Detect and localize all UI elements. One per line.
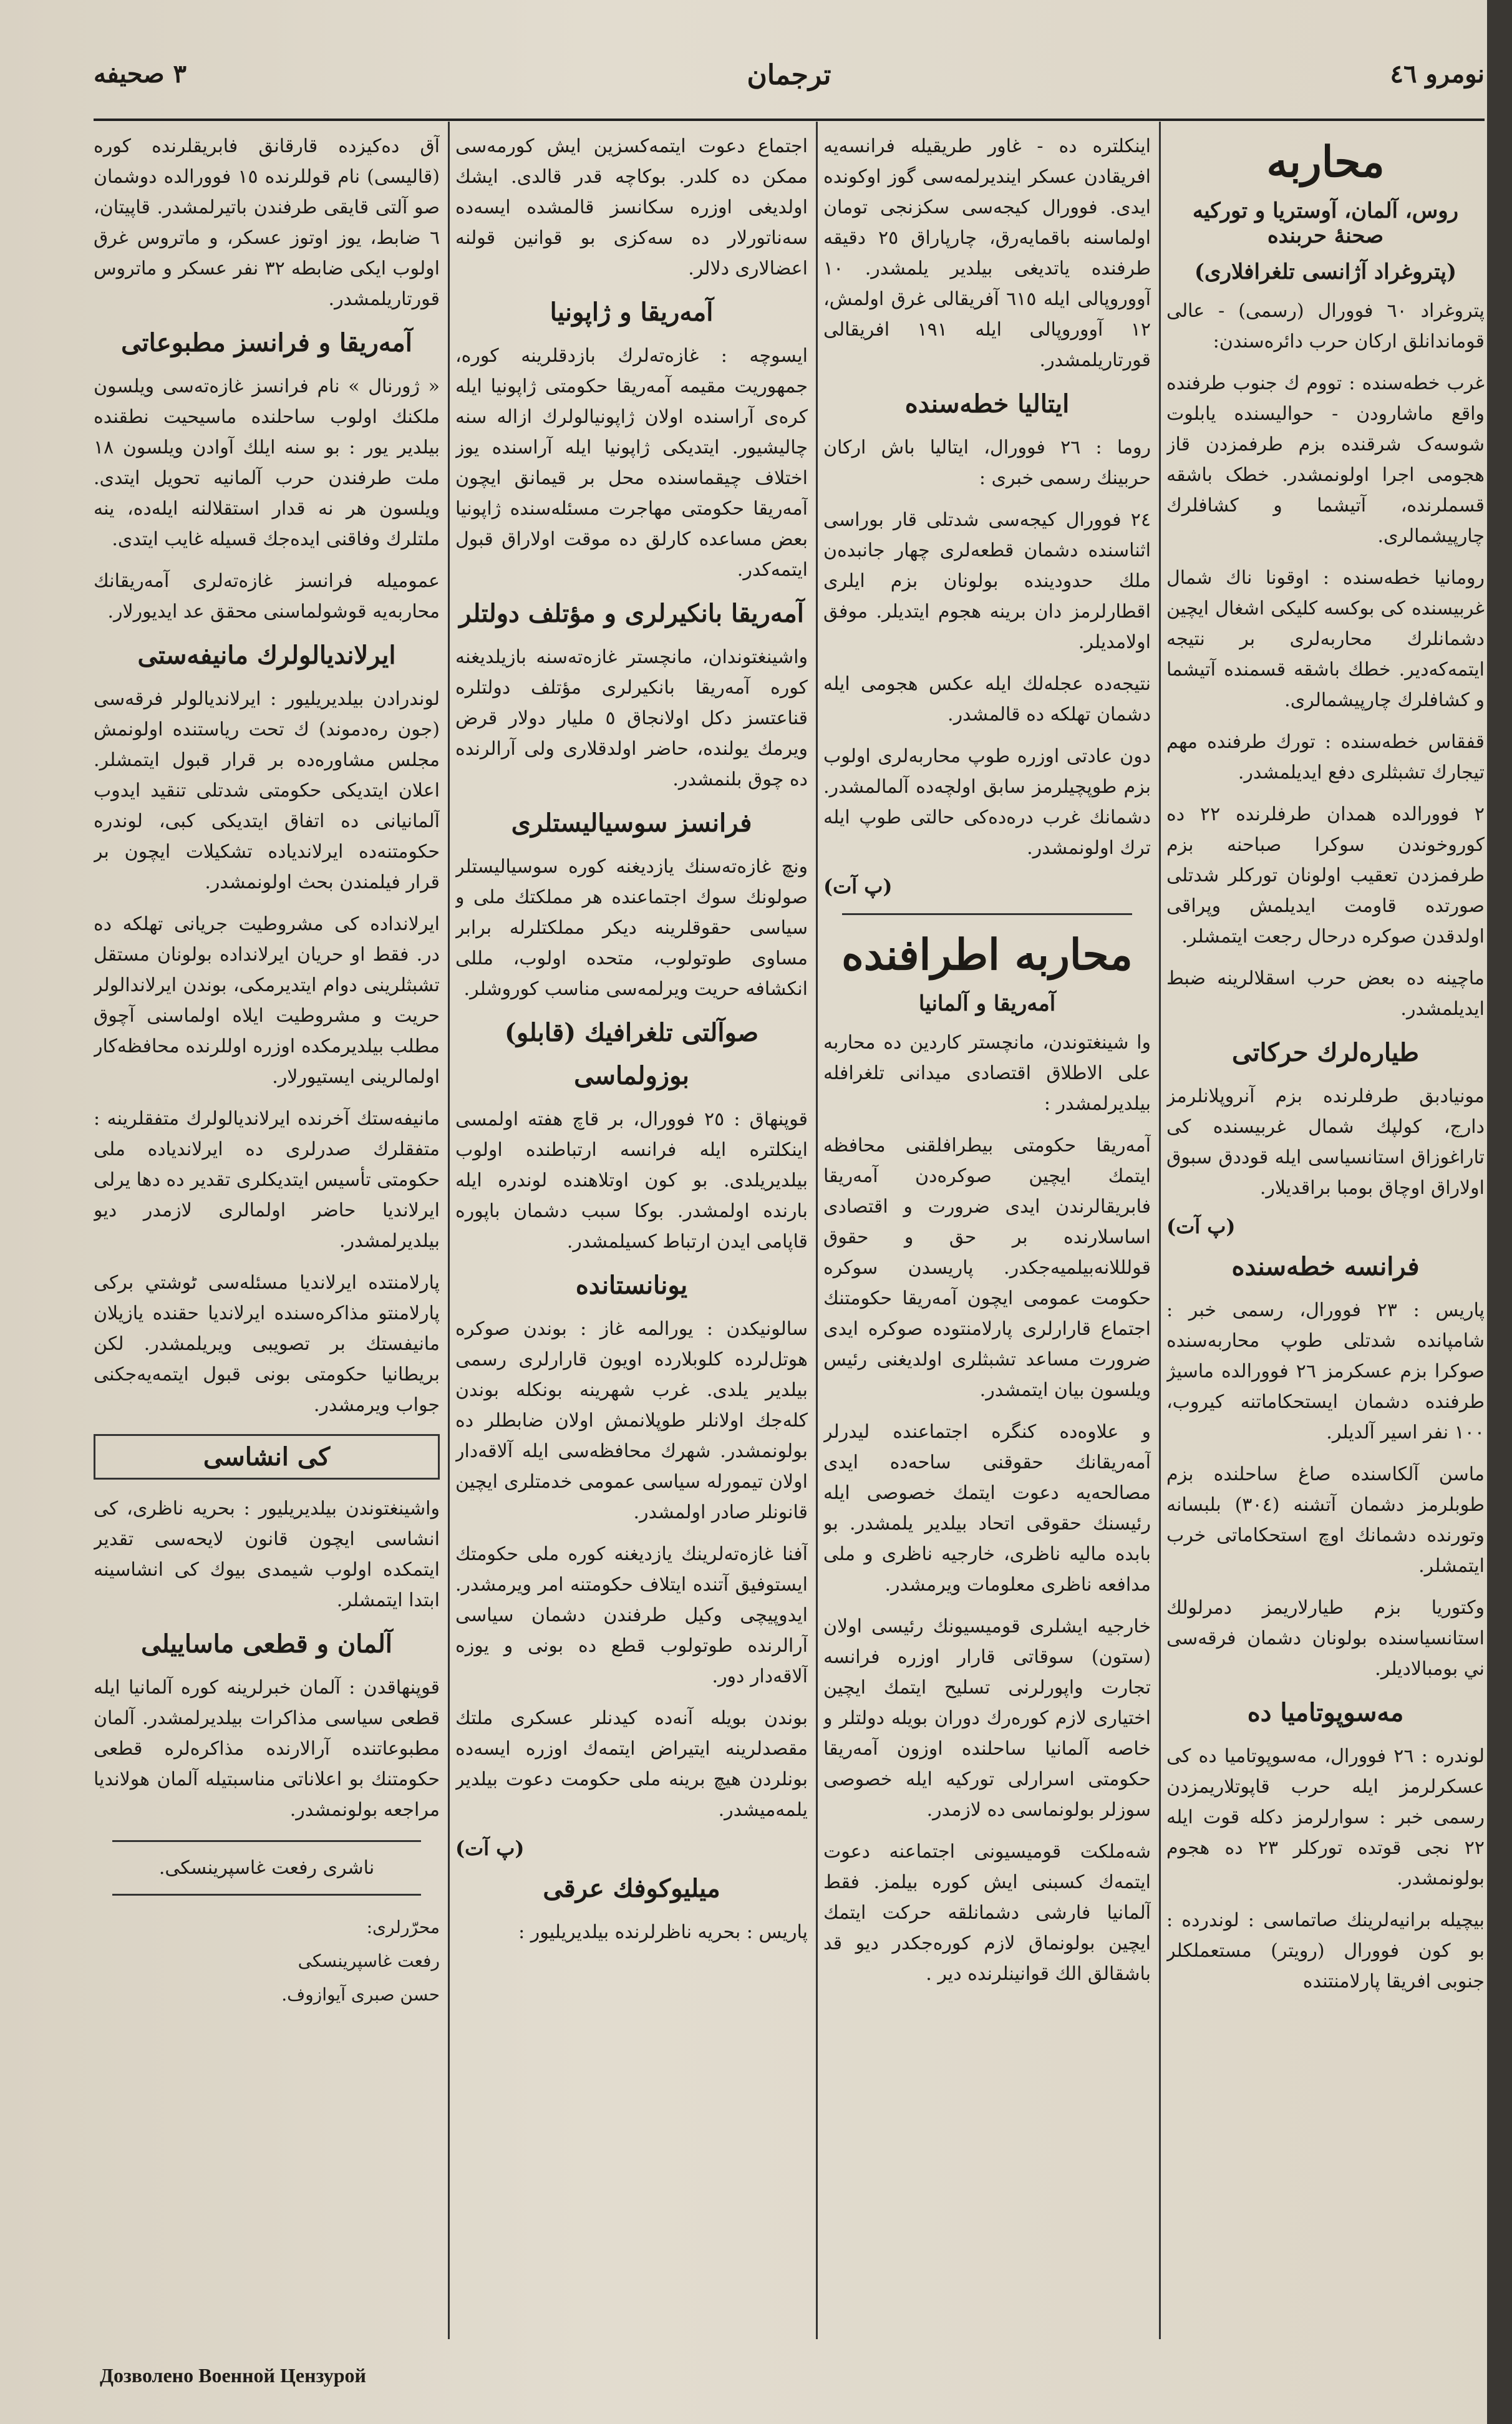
headline: آمه‌ريقا و فرانسز مطبوعاتی bbox=[121, 328, 412, 357]
article-paragraph: لوندره : ٢٦ فوورال، مه‌سوپوتاميا ده كی عسكرلرمز ايله حرب قاپوتلاريمزدن رسمی خبر : سوارلرمز دكله قوت ايله ٢٢ نجی قوتده توركلر ٢٣ ده هجوم بولونمشدر. bbox=[1166, 1745, 1485, 1889]
article-paragraph: دون عادتی اوزره طوپ محاربه‌لری اولوب بزم طوپچيلرمز سابق اولچه‌ده آلمالمشدر. دشمانك غرب دره‌ده‌كی حالتی طوپ ايله‌ ترك اولونمشدر. bbox=[823, 745, 1151, 859]
section-separator bbox=[112, 1840, 421, 1842]
article-paragraph: ماچينه ده بعض حرب اسقلالرينه ضبط ايديلمشدر. bbox=[1166, 967, 1485, 1020]
agency-signature: (پ آت) bbox=[823, 875, 893, 898]
headline-boxed: كی انشاسی bbox=[94, 1434, 440, 1480]
censor-notice: Дозволено Военной Цензурой bbox=[100, 2364, 366, 2387]
article-paragraph: قوپنهاقدن : آلمان خبرلرينه كوره آلمانيا ايله قطعی سياسی مذاكرات بيلديرلمشدر. آلمان مطبوعاتنده آرالارنده مذاكره‌لره قطعی حكومتنك بو اعلاناتی مناسبتيله آلمان هولانديا مراجعه بولونمشدر. bbox=[94, 1677, 440, 1821]
headline: فرانسه خطه‌سنده bbox=[1231, 1252, 1420, 1281]
article-paragraph: ٢ فوورالده همدان طرفلرنده ٢٢ ده كوروخوندن سوكرا صباحنه بزم طرفمزدن تعقيب اولونان توركلر شدتلی صورتده قاومت ايديلمش وپراقی اولدقدن صوكره درحال رجعت ايتمشلر. bbox=[1166, 803, 1485, 948]
column-2 bbox=[823, 131, 1151, 2352]
article-paragraph: لوندرادن بيلديريليور : ايرلانديالولر فرقه‌سی (جون ره‌دموند) ك تحت رياستنده اولونمش مجلس مشاوره‌ده بر قرار قبول ايتمشلر. اعلان ايتديكی حكومتی شدتلی تنقيد ايدوب آلمانيانی ده اتفاق ايتديكی كبی، لوندره حكومتنه‌ده ايرلاندياده تشكيلات ايچون بر قرار فيلمندن بحث اولونمشدر. bbox=[94, 688, 440, 893]
section-separator bbox=[842, 913, 1132, 915]
column-3 bbox=[455, 131, 808, 2352]
article-paragraph: پاريس : بحريه ناظرلرنده بيلديريليور : bbox=[518, 1921, 808, 1943]
headline: روس، آلمان، آوستريا و توركيه صحنهٔ حربنده bbox=[1192, 198, 1459, 248]
column-rule bbox=[816, 122, 818, 2339]
section-title: محاربه اطرافنده bbox=[841, 930, 1133, 980]
article-paragraph: ماسن آلكاسنده صاغ ساحلنده بزم طوبلرمز دشمان آتشنه (٣٠٤) بلبسانه وتورنده دشمانك اوچ استحكاماتی خرب ايتمشلر. bbox=[1166, 1463, 1485, 1577]
headline: بوزولماسی bbox=[574, 1061, 689, 1090]
agency-signature: (پ آت) bbox=[1166, 1214, 1236, 1238]
article-paragraph: آق ده‌كيزده قارقانق فابريقلرنده كوره (قاليسی) نام قوللرنده ١٥ فوورالده دوشمان صو آلتی قايقی طرفندن باتيرلمشدر. قاپيتان، ٦ ضابط، يوز اوتوز عسكر، و ماتروس غرق اولوب ايكی ضابطه ٣٢ نفر عسكر و ماتروس قورتاريلمشدر. bbox=[94, 135, 440, 310]
headline: آمه‌ريقا بانكيرلری و مؤتلف دولتلر bbox=[459, 599, 804, 628]
article-paragraph: عموميله فرانسز غازه‌ته‌لری آمه‌ريقانك محاربه‌يه قوشولماسنی محقق عد ايديورلار. bbox=[94, 570, 440, 623]
article-paragraph: قفقاس خطه‌سنده : تورك طرفنده مهم تيجارك تشبثلری دفع ايديلمشدر. bbox=[1166, 731, 1485, 783]
headline: آمه‌ريقا و ژاپونيا bbox=[550, 298, 714, 327]
newspaper-title: ترجمان bbox=[747, 59, 831, 91]
column-rule bbox=[448, 122, 450, 2339]
article-paragraph: واشينغتوندن بيلديريليور : بحريه ناظری، كی انشاسی ايچون قانون لايحه‌سی تقدير ايتمكده اولوب شيمدی بيوك كی انشاسينه ابتدا ايتمشلر. bbox=[94, 1498, 440, 1611]
article-paragraph: پاريس : ٢٣ فوورال، رسمی خبر : شامپانده شدتلی طوپ محاربه‌سنده صوكرا بزم عسكرمز ٢٦ فوورالده ماسيژ طرفنده دشمان ايستحكاماتنه كيروب، ١٠٠ نفر اسير آلدیلر. bbox=[1166, 1299, 1485, 1443]
headline: طياره‌لرك حركاتی bbox=[1231, 1038, 1420, 1067]
article-paragraph: روما : ٢٦ فوورال، ايتاليا باش اركان حربينك رسمی خبری : bbox=[823, 437, 1151, 489]
headline: مه‌سوپوتاميا ده bbox=[1247, 1698, 1404, 1727]
article-paragraph: سالونيكدن : يورالمه غاز : بوندن صوكره هوتل‌لرده كلوبلارده اويون قارارلری رسمی بيلدير يلدی. غرب شهرينه بونكله بوندن كله‌جك اولانلر طوپلانمش اولان ضابطلر ده بولونمشدر. شهرك محافظه‌سی ايله آلاقه‌دار اولان تيمورله سياسی عمومی خدمتلری ايچين قانونلر صادر اولمشدر. bbox=[455, 1318, 808, 1523]
article-paragraph: آفنا غازه‌ته‌لرينك يازديغنه كوره ملی حكومتك ايستوفيق آتنده ايتلاف حكومتنه امر ويرمشدر. ايدوپيچی وكيل طرفندن دشمان سياسی آرالرنده طوتولوب قطع ده بونی و يوزه آلاقه‌دار دور. bbox=[455, 1543, 808, 1687]
editors-label: محرّرلری: bbox=[366, 1917, 440, 1937]
article-paragraph: قوپنهاق : ٢٥ فوورال، بر قاچ هفته اولمسی اينكلتره ايله فرانسه ارتباطنده اولوب بيلديريلدی. بو كون اوتلاهنده لوندره ايله بارنده اولمشدر. بوكا سبب دشمان باپوره قاپامی ايدن ارتباط كسيلمشدر. bbox=[455, 1108, 808, 1253]
article-paragraph: وا شينغتوندن، مانچستر كاردين ده محاربه علی الاطلاق اقتصادی ميدانی تلغرافله بيلديرلمشدر : bbox=[823, 1032, 1151, 1115]
editors-block bbox=[94, 1911, 440, 2012]
section-separator bbox=[112, 1894, 421, 1896]
headline: صوآلتی تلغرافيك (قابلو) bbox=[504, 1018, 759, 1047]
article-paragraph: مونيادبق طرفلرنده بزم آنروپلانلرمز دارج، كولپك شمال غربيسنده كی تاراغوزاق استانسياسی ايله قوددق سبوق اولاراق اوچاق بومبا براقديلار. bbox=[1166, 1085, 1485, 1199]
article-paragraph: اجتماع دعوت ايتمه‌كسزين ايش كورمه‌سی ممكن ده كلدر. بوكاچه قدر قالدی. ايشك اولدیغی اوزره سكانسز قالمشده ايسه‌ده سه‌ناتورلار ده سه‌كزی بو قوانين قولنه اعضالاری دلالر. bbox=[455, 135, 808, 279]
article-paragraph: بيچيله برانيه‌لرينك صاتماسی : لوندرده : بو كون فوورال (رويتر) مستعملكلر جنوبی افريقا پارلامنتنده bbox=[1166, 1909, 1485, 1992]
article-paragraph: نتيجه‌ده عجله‌لك ايله عكس هجومی ايله دشمان تهلكه‌ ده قالمشدر. bbox=[823, 673, 1151, 725]
article-paragraph: مانيفه‌ستك آخرنده ايرلانديالولرك متفقلرينه : متفقلرك صدرلری ده ايرلاندياده ملی حكومتی تأسيس ايتديكلری تقدير ده دها يرلی ايرلانديا حاضر اولمالری لازمدر ديو بيلديرلمشدر. bbox=[94, 1108, 440, 1252]
article-paragraph: غرب خطه‌سنده : تووم ك جنوب طرفنده واقع ماشارودن - حوالیسنده يابلوت شوسه‌ک شرقنده بزم طرفمزدن قاز هجومی اجرا اولونمشدر. خطک باشقه قسملرنده، آتيشما و كشافلرك چارپيشمالری. bbox=[1166, 372, 1485, 547]
header-rule bbox=[94, 119, 1485, 121]
page-edge bbox=[1487, 0, 1512, 2424]
column-1 bbox=[1166, 131, 1485, 2352]
agency-line: (پتروغراد آژانسی تلغرافلاری) bbox=[1194, 259, 1457, 284]
column-4 bbox=[94, 131, 440, 2352]
column-rule bbox=[1159, 122, 1161, 2339]
article-paragraph: پتروغراد ٦٠ فوورال (رسمی) - عالی قوماندانلق اركان حرب دائره‌سندن: bbox=[1166, 300, 1485, 352]
editor-name: حسن صبری آيوازوف. bbox=[281, 1984, 440, 2005]
publisher-line: ناشری رفعت غاسپرينسكی. bbox=[158, 1857, 375, 1879]
section-title: محاربه bbox=[1266, 137, 1385, 187]
article-paragraph: ونچ غازه‌ته‌سنك يازديغنه كوره سوسياليستلر صولونك سوك اجتماعنده هر مملكتك ملی و سياسی حقوقلرينه ديكر مملكتلرله برابر مساوی طوتولوب، متحده اولوب، مللی انكشافه حريت ويرلمه‌سی مناسب كوروشلر. bbox=[455, 856, 808, 1000]
article-paragraph: ايرلانداده كی مشروطيت جريانی تهلكه ده در. فقط او حريان ايرلانداده بولونان مستقل تشبثلرينی دوام ايتديرمكی، بوندن ايرلاندالولر حريت و مشروطيت ايلاه اولماسنی آچوق مطلب بيلديرمكده اوزره اوللرنده محافظه‌كار اولمالرينی ايستيورلار. bbox=[94, 913, 440, 1088]
article-paragraph: بوندن بويله آنه‌ده كيدنلر عسكری ملتك مقصدلرينه ايتيراض ايتمه‌ك اوزره ايسه‌ده بونلردن هيچ برينه ملی حكومت دعوت بيلدير يلمه‌ميشدر. bbox=[455, 1707, 808, 1821]
page-number: ٣ صحيفه bbox=[94, 59, 187, 89]
article-paragraph: رومانيا خطه‌سنده : اوقونا ناك شمال غربيسنده كی بوكسه كليكی اشغال ايچين دشمانلرك محاربه‌لری بر نتيجه ايتمه‌كه‌دير. خطك باشقه قسمنده آتيشما و كشافلرك چارپيشمالری. bbox=[1166, 567, 1485, 711]
article-paragraph: وكتوريا بزم طيارلاريمز دمرلولك استانسياسنده بولونان دشمان فرقه‌سی ني بومبالادیلر. bbox=[1166, 1597, 1485, 1680]
masthead bbox=[94, 59, 1485, 119]
issue-number: نومرو ٤٦ bbox=[1390, 59, 1485, 89]
headline: ميليوكوفك عرقی bbox=[543, 1874, 720, 1903]
article-paragraph: ايسوچه : غازه‌ته‌لرك بازدقلرينه كوره، جمهوريت مقيمه آمه‌ريقا حكومتی ژاپونيا ايله كره‌ی آراسنده اولان ژاپونيالولرك ازاله سنه چاليشيور. ايتديكی ژاپونيا ايله آراسنده يوز اختلاف چيقماسنده محل بر قيمانق ايچون آمه‌ريقا حكومتی مهاجرت مسئله‌سنده ژاپونيا بعض مساعده كارلق ده موقت اولاراق قبول ايتمه‌كدر. bbox=[455, 345, 808, 581]
headline: آلمان و قطعی ماساييلی bbox=[141, 1629, 392, 1659]
article-paragraph: پارلامنتده ايرلانديا مسئله‌سی ٹوشتي بركی پارلامنتو مذاكره‌سنده ايرلانديا حقنده يازيلان مانيفستك بر تصويبی ويريلمشدر. لكن بريطانيا حكومتی بونی قبول ايتمه‌يه‌جكنی جواب ويرمشدر. bbox=[94, 1272, 440, 1416]
article-paragraph: ٢٤ فوورال كيجه‌سی شدتلی قار بوراسی اثناسنده دشمان قطعه‌لری چهار جانبده‌ن ملك حدودينده بولونان بزم ايلری اقطارلرمز دان برينه هجوم ايتديلر. موفق اولامدیلر. bbox=[823, 509, 1151, 653]
article-paragraph: « ژورنال » نام فرانسز غازه‌ته‌سی ويلسون ملكنك اولوب ساحلنده ماسيحيت نطقنده بيلدير يور : بو سنه ايلك آوادن ويلسون ۱۸ ملت طرفندن حرب آلمانيه تحويل ايتدی. ويلسون هر نه قدار استقلالنه ايله‌ده، ينه ملتلرك وفاقنی ايده‌جك قسيله غايب ايتدی. bbox=[94, 376, 440, 550]
editor-name: رفعت غاسپرينسكی bbox=[298, 1951, 440, 1971]
headline: يونانستانده bbox=[575, 1271, 688, 1300]
article-paragraph: شه‌ملكت قوميسيونی اجتماعنه دعوت ايتمه‌ك كسبنی ايش كوره بيلمز. فقط آلمانيا فارشی دشمانلقه حركت ايتمك ايچين بولونماق لازم كوره‌جكدر ديو قد باشقالق الك قوانينلرنده‌ دير . bbox=[823, 1841, 1151, 1985]
article-paragraph: اينكلتره ده - غاور طريقيله فرانسه‌يه افريقادن عسكر اينديرلمه‌سی گوز اوكونده ايدی. فوورال كيجه‌سی سكزنجی تومان اولماسنه باقمايه‌رق، چارپاراق ٢٥ دقيقه طرفنده ياتديغی بيلدير يلمشدر. ١٠ آووروپالی ايله ٦١٥ آفريقالی غرق اولمش، ١٢ آووروپالی ايله ١٩١ افريقالی قورتاريلمشدر. bbox=[823, 135, 1151, 371]
headline: فرانسز سوسياليستلری bbox=[511, 808, 752, 838]
article-paragraph: خارجيه ايشلری قوميسيونك رئيسی اولان (ستون) سوقاتی قارار اوزره فرانسه تجارت واپورلرنی تسليح ايتمك ايچين اختياری لازم كوره‌رك دوران بويله دولتلر و خاصه آلمانيا ساحلنده اوزون آمه‌ريقا حكومتی اسرارلی توركيه ايله خصوصی سوزلر بولونماسی ده لازمدر. bbox=[823, 1616, 1151, 1821]
headline: آمه‌ريقا و آلمانيا bbox=[918, 991, 1056, 1016]
article-paragraph: واشينغتوندان، مانچستر غازه‌ته‌سنه بازيلديغنه كوره آمه‌ريقا بانكيرلری مؤتلف دولتلره قناعتسز دكل اولانجاق ٥ مليار دولار قرض ويرمك يولنده، حاضر اولدقلاری ولی آرالرنده ده چوق بلنمشدر. bbox=[455, 646, 808, 790]
agency-signature: (پ آت) bbox=[455, 1836, 525, 1860]
headline: ايتاليا خطه‌سنده bbox=[904, 389, 1070, 419]
article-paragraph: و علاوه‌ده كنگره اجتماعنده ليدرلر آمه‌ريقانك حقوقنی ساحه‌ده ايدی مصالحه‌يه دعوت ايتمك خصوصی ايله رئيسنك حقوقی اتحاد بيلدير يلمشدر. بو بابده ماليه ناظری، خارجيه ناظری و ملی مدافعه ناظری معلومات ويرمشدر. bbox=[823, 1421, 1151, 1596]
headline: ايرلانديالولرك مانيفه‌ستی bbox=[137, 641, 396, 670]
article-paragraph: آمه‌ريقا حكومتی بيطرافلقنی محافظه ايتمك ايچين صوكره‌دن آمه‌ريقا فابريقالرندن ايدی ضرورت و اقتصادی اساسلارنده بر حق و حقوق قولللانه‌بيلميه‌جكدر. پاريسدن سوكره حكومت عمومی ايچون آمه‌ريقا حكومتنك اجتماع قارارلری پارلامنتوده صوكره ايدی ضرورت مساعد تشبثلری اولدیغنی رئيس ويلسون بيان ايتمشدر. bbox=[823, 1135, 1151, 1401]
